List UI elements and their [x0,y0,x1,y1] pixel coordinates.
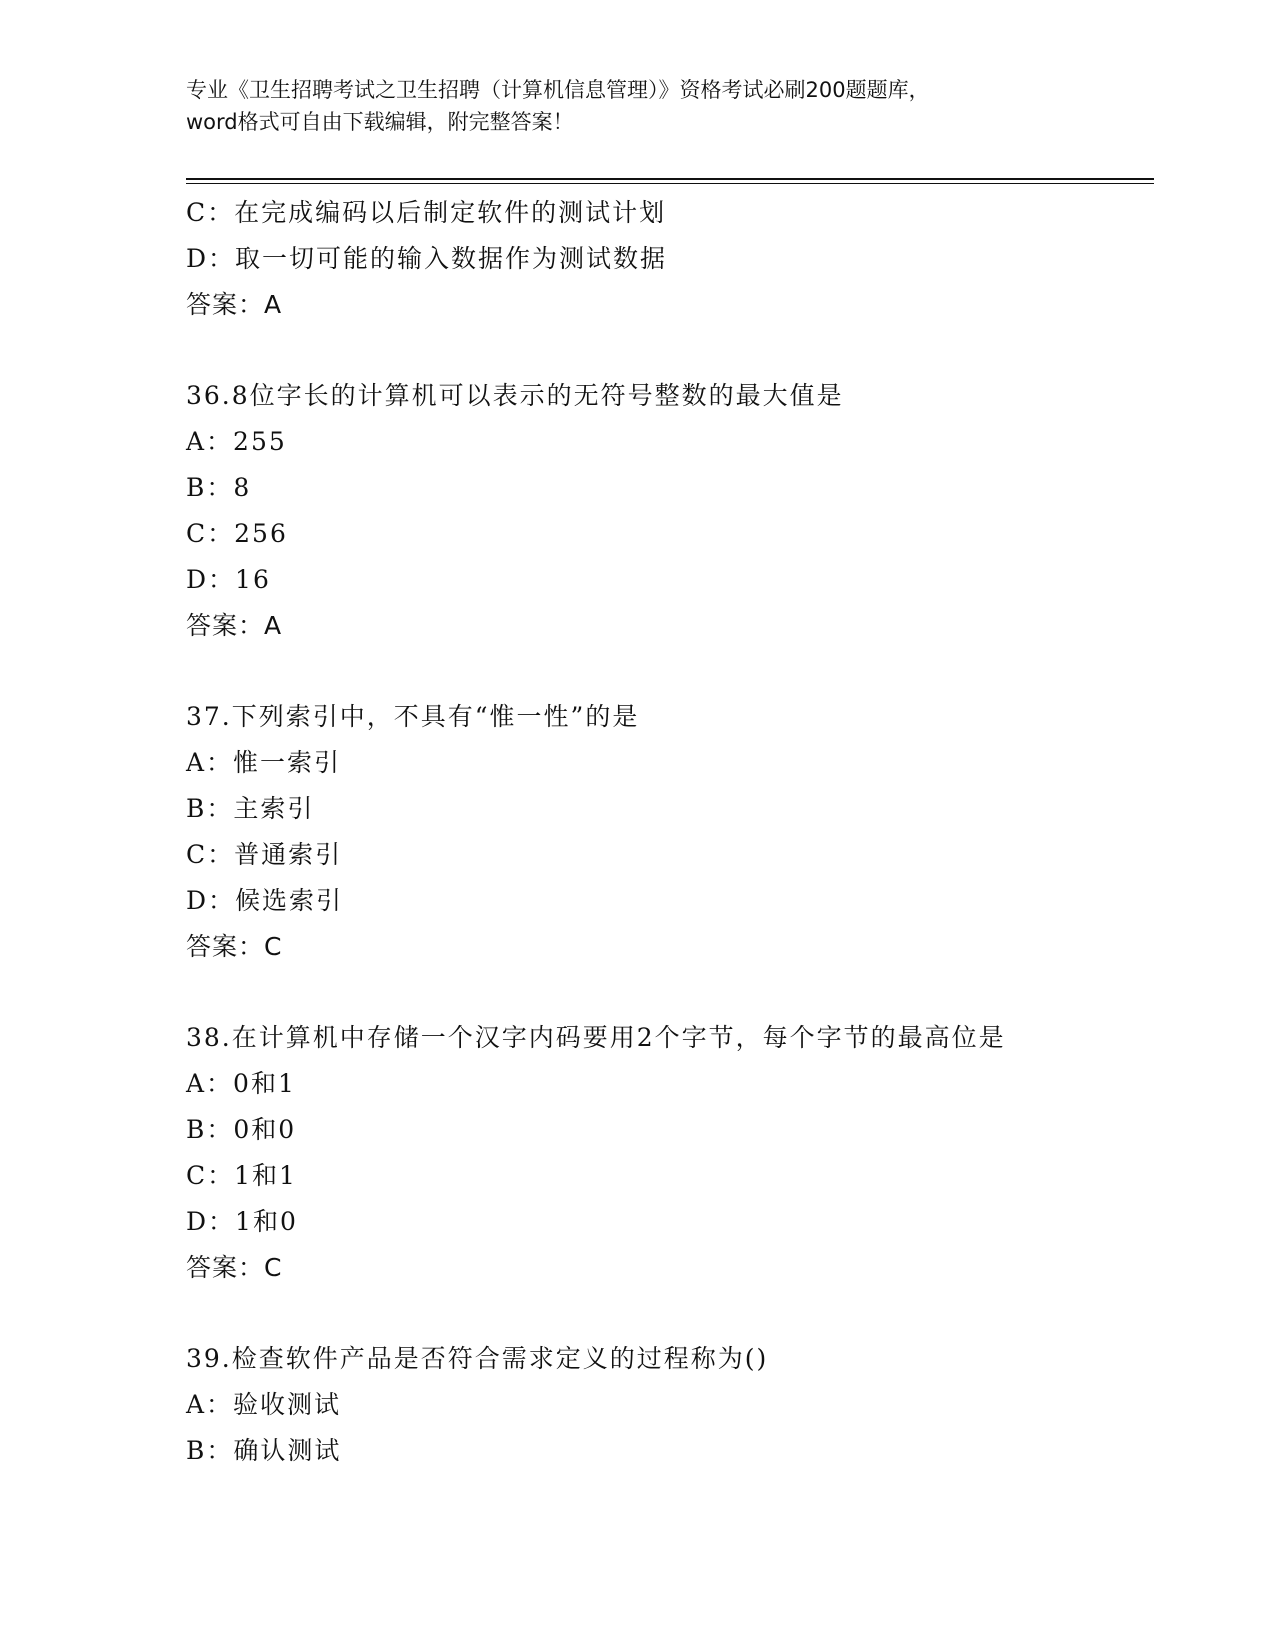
option-d: D：1和0 [186,1207,298,1236]
option-a: A：0和1 [186,1069,296,1098]
question-stem: 37.下列索引中，不具有“惟一性”的是 [186,702,640,731]
option-c: C：普通索引 [186,840,343,869]
spacer [186,649,1154,694]
answer-line: 答案：A [186,611,283,640]
option-c: C：1和1 [186,1161,297,1190]
option-c: C：在完成编码以后制定软件的测试计划 [186,198,667,227]
option-b: B：确认测试 [186,1436,342,1465]
question-stem: 38.在计算机中存储一个汉字内码要用2个字节，每个字节的最高位是 [186,1023,1006,1052]
option-a: A：验收测试 [186,1390,342,1419]
option-d: D：16 [186,565,271,594]
question-list [186,190,1154,1474]
document-header [186,74,1086,138]
answer-line: 答案：C [186,1253,283,1282]
option-d: D：候选索引 [186,886,344,915]
spacer [186,1291,1154,1336]
header-line-2: word格式可自由下载编辑，附完整答案！ [186,110,574,134]
option-a: A：惟一索引 [186,748,342,777]
option-d: D：取一切可能的输入数据作为测试数据 [186,244,668,273]
spacer [186,970,1154,1015]
question-stem: 39.检查软件产品是否符合需求定义的过程称为() [186,1344,769,1373]
answer-line: 答案：A [186,290,283,319]
header-line-1: 专业《卫生招聘考试之卫生招聘（计算机信息管理）》资格考试必刷200题题库， [186,78,930,102]
option-a: A：255 [186,427,287,456]
option-b: B：8 [186,473,252,502]
spacer [186,328,1154,373]
header-divider-thick [186,178,1154,180]
option-b: B：主索引 [186,794,315,823]
option-c: C：256 [186,519,288,548]
answer-line: 答案：C [186,932,283,961]
option-b: B：0和0 [186,1115,297,1144]
header-divider-thin [186,183,1154,184]
question-stem: 36.8位字长的计算机可以表示的无符号整数的最大值是 [186,381,844,410]
